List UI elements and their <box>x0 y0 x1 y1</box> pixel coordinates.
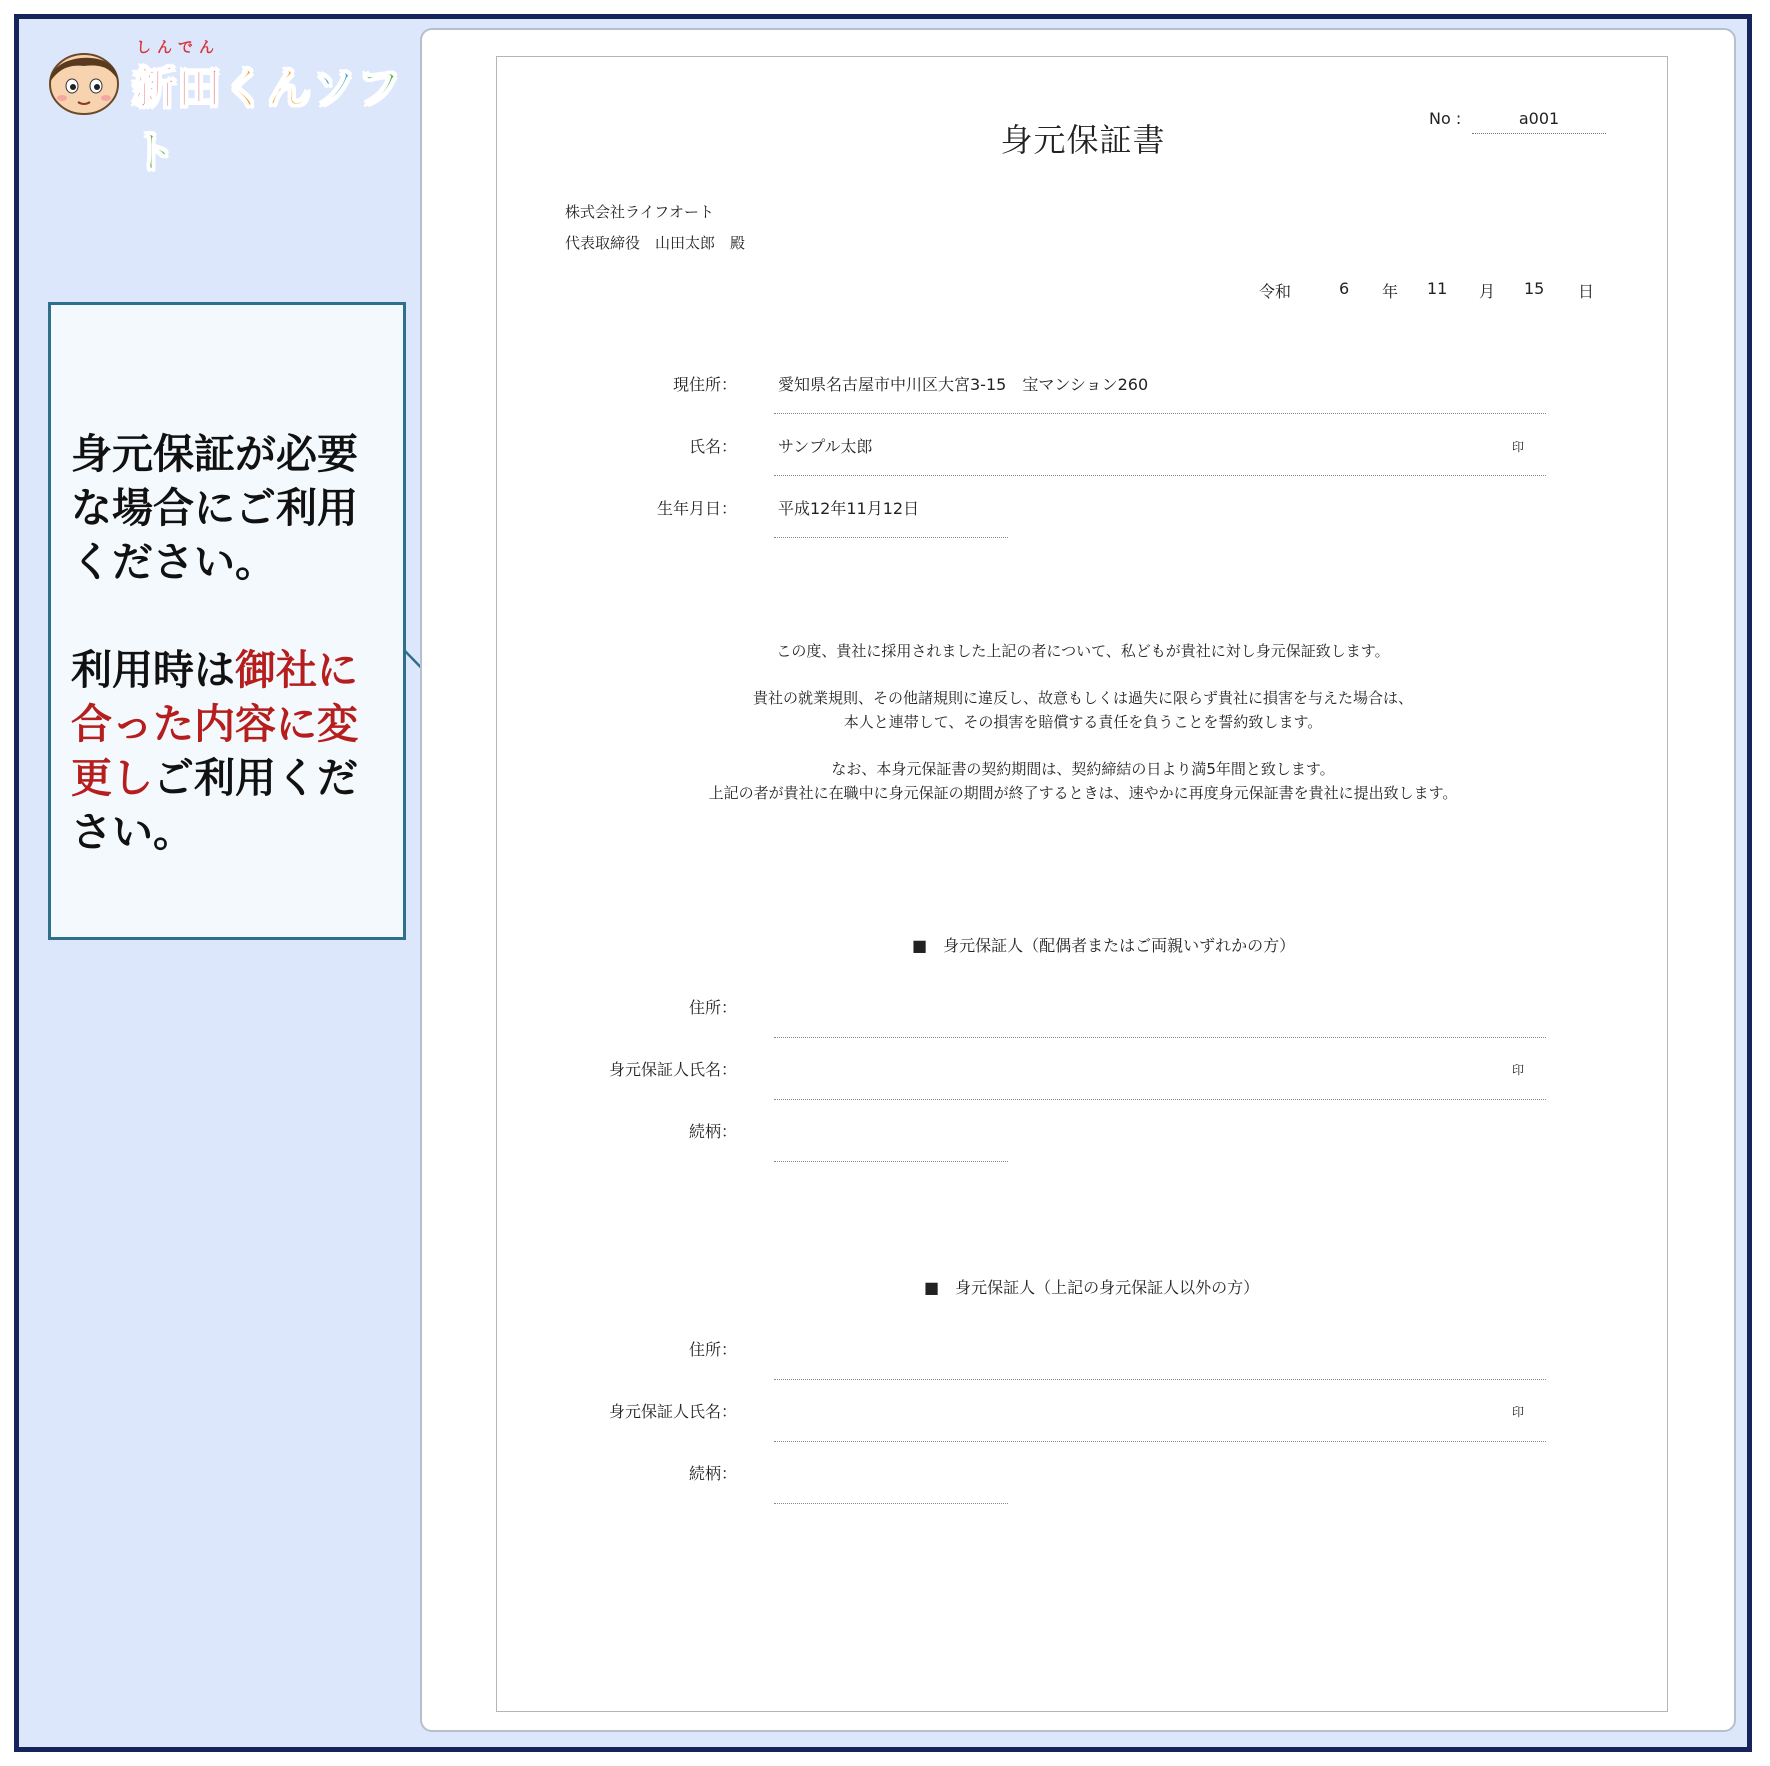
callout-line: ください。 <box>71 538 276 586</box>
guarantor1-relation-line <box>774 1161 1008 1162</box>
callout-line: 身元保証が必要 <box>71 430 358 478</box>
date-month: 11 <box>1427 279 1448 298</box>
address-value: 愛知県名古屋市中川区大宮3-15 宝マンション260 <box>778 375 1149 394</box>
birthdate-line <box>774 537 1008 538</box>
guarantor1-name-label: 身元保証人氏名： <box>608 1060 737 1079</box>
boy-face-icon <box>44 42 124 116</box>
address-label: 現住所： <box>672 375 737 394</box>
body-paragraph: 本人と連帯して、その損害を賠償する責任を負うことを誓約致します。 <box>843 713 1323 731</box>
date-year-unit: 年 <box>1382 282 1399 301</box>
guarantor1-relation-label: 続柄： <box>688 1122 737 1141</box>
logo-ruby: しんでん <box>136 38 221 56</box>
guarantor2-seal: 印 <box>1512 1405 1525 1419</box>
guarantor1-address-line <box>774 1037 1546 1038</box>
callout-line: さい。 <box>71 808 194 856</box>
guarantor2-relation-line <box>774 1503 1008 1504</box>
address-line <box>774 413 1546 414</box>
date-month-unit: 月 <box>1479 282 1496 301</box>
callout-line: 合った内容に変 <box>71 700 358 748</box>
seal-mark: 印 <box>1512 440 1525 454</box>
guarantor2-heading: ■ 身元保証人（上記の身元保証人以外の方） <box>924 1278 1260 1297</box>
callout-line: 更しご利用くだ <box>71 754 358 802</box>
guarantor2-relation-label: 続柄： <box>688 1464 737 1483</box>
guarantor1-seal: 印 <box>1512 1063 1525 1077</box>
callout-line: な場合にご利用 <box>71 484 358 532</box>
date-day-unit: 日 <box>1578 282 1595 301</box>
body-paragraph: 貴社の就業規則、その他諸規則に違反し、故意もしくは過失に限らず貴社に損害を与えた場合は、 <box>752 689 1413 707</box>
guarantor2-address-line <box>774 1379 1546 1380</box>
guarantor2-name-line <box>774 1441 1546 1442</box>
name-value: サンプル太郎 <box>778 437 873 456</box>
guarantor2-address-label: 住所： <box>688 1340 737 1359</box>
name-label: 氏名： <box>688 437 737 456</box>
document-page <box>496 56 1668 1712</box>
guarantor2-name-label: 身元保証人氏名： <box>608 1402 737 1421</box>
birthdate-value: 平成12年11月12日 <box>778 499 920 518</box>
addressee-person: 代表取締役 山田太郎 殿 <box>565 234 746 252</box>
no-label: No : <box>1429 109 1462 128</box>
guarantor1-name-line <box>774 1099 1546 1100</box>
date-era: 令和 <box>1259 282 1292 301</box>
name-line <box>774 475 1546 476</box>
logo-name: 新田くんソフト <box>132 63 402 178</box>
no-underline <box>1472 133 1606 134</box>
body-paragraph: なお、本身元保証書の契約期間は、契約締結の日より満5年間と致します。 <box>831 760 1335 778</box>
body-paragraph: この度、貴社に採用されました上記の者について、私どもが貴社に対し身元保証致します。 <box>776 642 1390 660</box>
document-title: 身元保証書 <box>1000 121 1166 159</box>
callout-line: 利用時は御社に <box>71 646 358 694</box>
addressee-company: 株式会社ライフオート <box>565 203 714 221</box>
no-value: a001 <box>1518 109 1560 128</box>
guarantor1-address-label: 住所： <box>688 998 737 1017</box>
date-day: 15 <box>1524 279 1545 298</box>
usage-callout <box>48 302 406 940</box>
guarantor1-heading: ■ 身元保証人（配偶者またはご両親いずれかの方） <box>912 936 1296 955</box>
birthdate-label: 生年月日： <box>656 499 737 518</box>
date-year: 6 <box>1339 279 1350 298</box>
brand-logo <box>44 36 404 178</box>
body-paragraph: 上記の者が貴社に在職中に身元保証の期間が終了するときは、速やかに再度身元保証書を貴社に提出致します。 <box>708 784 1458 802</box>
